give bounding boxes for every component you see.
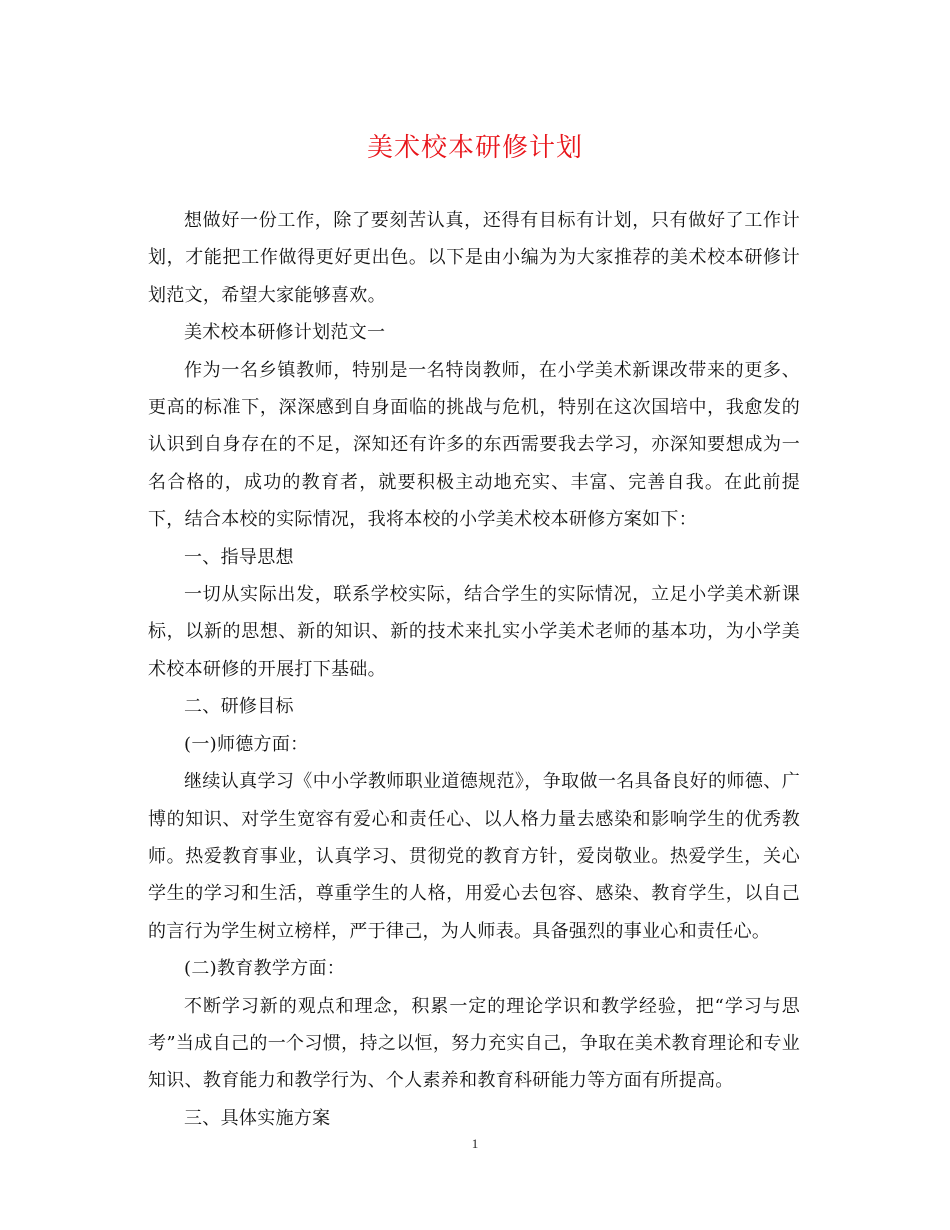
section-heading-sample-one: 美术校本研修计划范文一	[184, 322, 386, 344]
subheading-teaching: (二)教育教学方面：	[184, 958, 346, 980]
section-heading-guiding-thought: 一、指导思想	[184, 546, 294, 568]
section-heading-goals: 二、研修目标	[184, 696, 294, 718]
document-title: 美术校本研修计划	[366, 133, 583, 163]
subheading-ethics: (一)师德方面：	[184, 733, 309, 755]
section-heading-implementation: 三、具体实施方案	[184, 1107, 331, 1129]
background-paragraph: 作为一名乡镇教师，特别是一名特岗教师，在小学美术新课改带来的更多、更高的标准下，深深感到自身面临的挑战与危机，特别在这次国培中，我愈发的认识到自身存在的不足，深知还有许多的东西需要我去学习，亦深知要想成为一名合格的，成功的教育者，就要积极主动地充实、丰富、完善自我。在此前提下，结合本校的实际情况，我将本校的小学美术校本研修方案如下：	[148, 359, 800, 531]
ethics-paragraph: 继续认真学习《中小学教师职业道德规范》，争取做一名具备良好的师德、广博的知识、对学生宽容有爱心和责任心、以人格力量去感染和影响学生的优秀教师。热爱教育事业，认真学习、贯彻党的教育方针，爱岗敬业。热爱学生，关心学生的学习和生活，尊重学生的人格，用爱心去包容、感染、教育学生，以自己的言行为学生树立榜样，严于律己，为人师表。具备强烈的事业心和责任心。	[148, 771, 800, 942]
page-number: 1	[471, 1136, 479, 1151]
intro-paragraph: 想做好一份工作，除了要刻苦认真，还得有目标有计划，只有做好了工作计划，才能把工作做得更好更出色。以下是由小编为为大家推荐的美术校本研修计划范文，希望大家能够喜欢。	[148, 210, 800, 306]
guiding-thought-paragraph: 一切从实际出发，联系学校实际，结合学生的实际情况，立足小学美术新课标，以新的思想、新的知识、新的技术来扎实小学美术老师的基本功，为小学美术校本研修的开展打下基础。	[148, 584, 800, 680]
teaching-paragraph: 不断学习新的观点和理念，积累一定的理论学识和教学经验，把“学习与思考”当成自己的一个习惯，持之以恒，努力充实自己，争取在美术教育理论和专业知识、教育能力和教学行为、个人素养和教育科研能力等方面有所提高。	[148, 995, 800, 1092]
document-body	[148, 202, 800, 1137]
